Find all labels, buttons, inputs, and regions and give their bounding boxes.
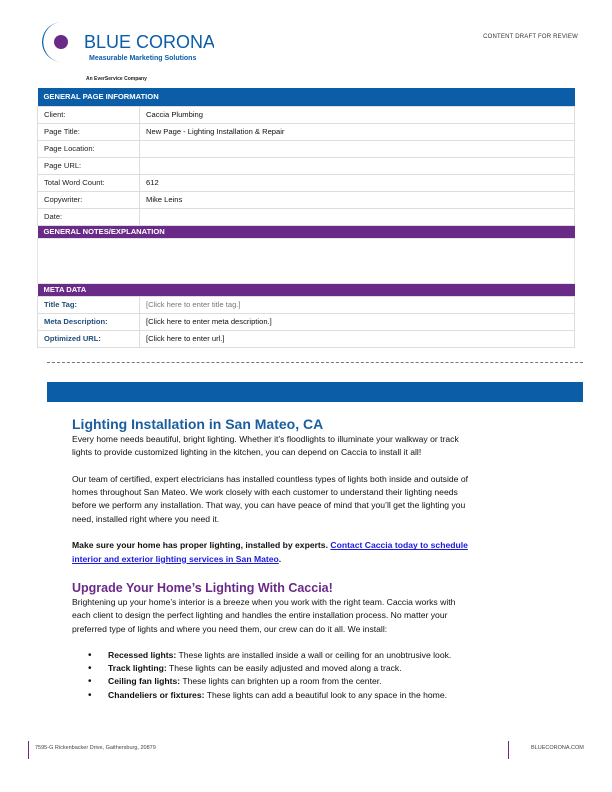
content-header-bar	[47, 382, 583, 402]
section-title: GENERAL NOTES/EXPLANATION	[38, 225, 575, 238]
text-line: need, installed right where you need it.	[72, 513, 220, 524]
text-line: Every home needs beautiful, bright lighting. Whether it’s floodlights to illuminate your walkway or track	[72, 434, 459, 444]
row-value[interactable]: Caccia Plumbing	[140, 106, 575, 123]
row-label: Meta Description:	[38, 313, 140, 330]
table-row	[38, 123, 575, 140]
page-info-table	[37, 88, 575, 348]
row-label: Optimized URL:	[38, 330, 140, 347]
text-line: each client to design the perfect lighting and handles the entire installation process. No matter your	[72, 610, 448, 621]
row-value[interactable]: Mike Leins	[140, 191, 575, 208]
row-label: Page Title:	[38, 123, 140, 140]
table-row	[38, 330, 575, 347]
cta-text: Make sure your home has proper lighting, installed by experts.	[72, 540, 331, 551]
divider	[47, 362, 583, 363]
list-item: • Chandeliers or fixtures: These lights can add a beautiful look to any space in the home.	[88, 689, 552, 702]
list-item: • Ceiling fan lights: These lights can brighten up a room from the center.	[88, 675, 552, 688]
text-line: before we perform any installation. That way, you can have peace of mind that you’ll get the lighting you	[72, 500, 466, 511]
text-line: lights to provide customized lighting in the kitchen, you can depend on Caccia to install it all!	[72, 447, 422, 458]
row-label: Title Tag:	[38, 296, 140, 313]
table-row	[38, 157, 575, 174]
blue-corona-logo	[32, 8, 214, 88]
cta-end: .	[278, 553, 282, 564]
cta-paragraph	[72, 539, 552, 566]
optimized-url-field[interactable]: [Click here to enter url.]	[140, 330, 575, 347]
table-row	[38, 208, 575, 225]
section-title: META DATA	[38, 283, 575, 296]
table-row	[38, 174, 575, 191]
footer-site: BLUECORONA.COM	[508, 741, 584, 759]
draft-label: CONTENT DRAFT FOR REVIEW	[483, 34, 578, 40]
paragraph	[72, 433, 552, 460]
logo-sub: An EverService Company	[86, 76, 147, 82]
list-item: • Track lighting: These lights can be easily adjusted and moved along a track.	[88, 662, 552, 675]
bullet-list	[88, 649, 552, 702]
list-item: • Recessed lights: These lights are installed inside a wall or ceiling for an unobtrusive look.	[88, 649, 552, 662]
contact-link[interactable]: interior and exterior lighting services in San Mateo	[72, 553, 279, 564]
row-value[interactable]: New Page - Lighting Installation & Repair	[140, 123, 575, 140]
text-line: Our team of certified, expert electricians has installed countless types of lights both inside and outside of	[72, 473, 469, 484]
page-content	[72, 416, 552, 702]
table-row	[38, 313, 575, 330]
row-value[interactable]	[140, 157, 575, 174]
table-row	[38, 191, 575, 208]
contact-link[interactable]: Contact Caccia today to schedule	[330, 540, 468, 551]
row-value[interactable]: 612	[140, 174, 575, 191]
text-line: preferred type of lights and where you need them, our crew can do it all. We install:	[72, 623, 388, 634]
footer-address: 7595-G Rickenbacker Drive, Gaithersburg, 20879	[28, 741, 156, 759]
paragraph	[72, 473, 552, 526]
text-line: homes throughout San Mateo. We work closely with each customer to understand their lighting needs	[72, 487, 458, 498]
heading-1: Lighting Installation in San Mateo, CA	[72, 416, 324, 432]
section-title: GENERAL PAGE INFORMATION	[38, 88, 575, 106]
logo-text: BLUE CORONA	[84, 32, 214, 52]
logo-tagline: Measurable Marketing Solutions	[89, 55, 197, 62]
title-tag-field[interactable]: [Click here to enter title tag.]	[140, 296, 575, 313]
heading-2: Upgrade Your Home’s Lighting With Caccia!	[72, 580, 333, 595]
row-label: Client:	[38, 106, 140, 123]
meta-description-field[interactable]: [Click here to enter meta description.]	[140, 313, 575, 330]
row-value[interactable]	[140, 208, 575, 225]
notes-field[interactable]	[38, 238, 575, 283]
row-label: Copywriter:	[38, 191, 140, 208]
table-row	[38, 140, 575, 157]
row-label: Page URL:	[38, 157, 140, 174]
paragraph	[72, 596, 552, 636]
row-label: Date:	[38, 208, 140, 225]
table-row	[38, 106, 575, 123]
row-label: Page Location:	[38, 140, 140, 157]
table-row	[38, 296, 575, 313]
row-value[interactable]	[140, 140, 575, 157]
text-line: Brightening up your home’s interior is a breeze when you work with the right team. Caccia works with	[72, 596, 456, 607]
row-label: Total Word Count:	[38, 174, 140, 191]
